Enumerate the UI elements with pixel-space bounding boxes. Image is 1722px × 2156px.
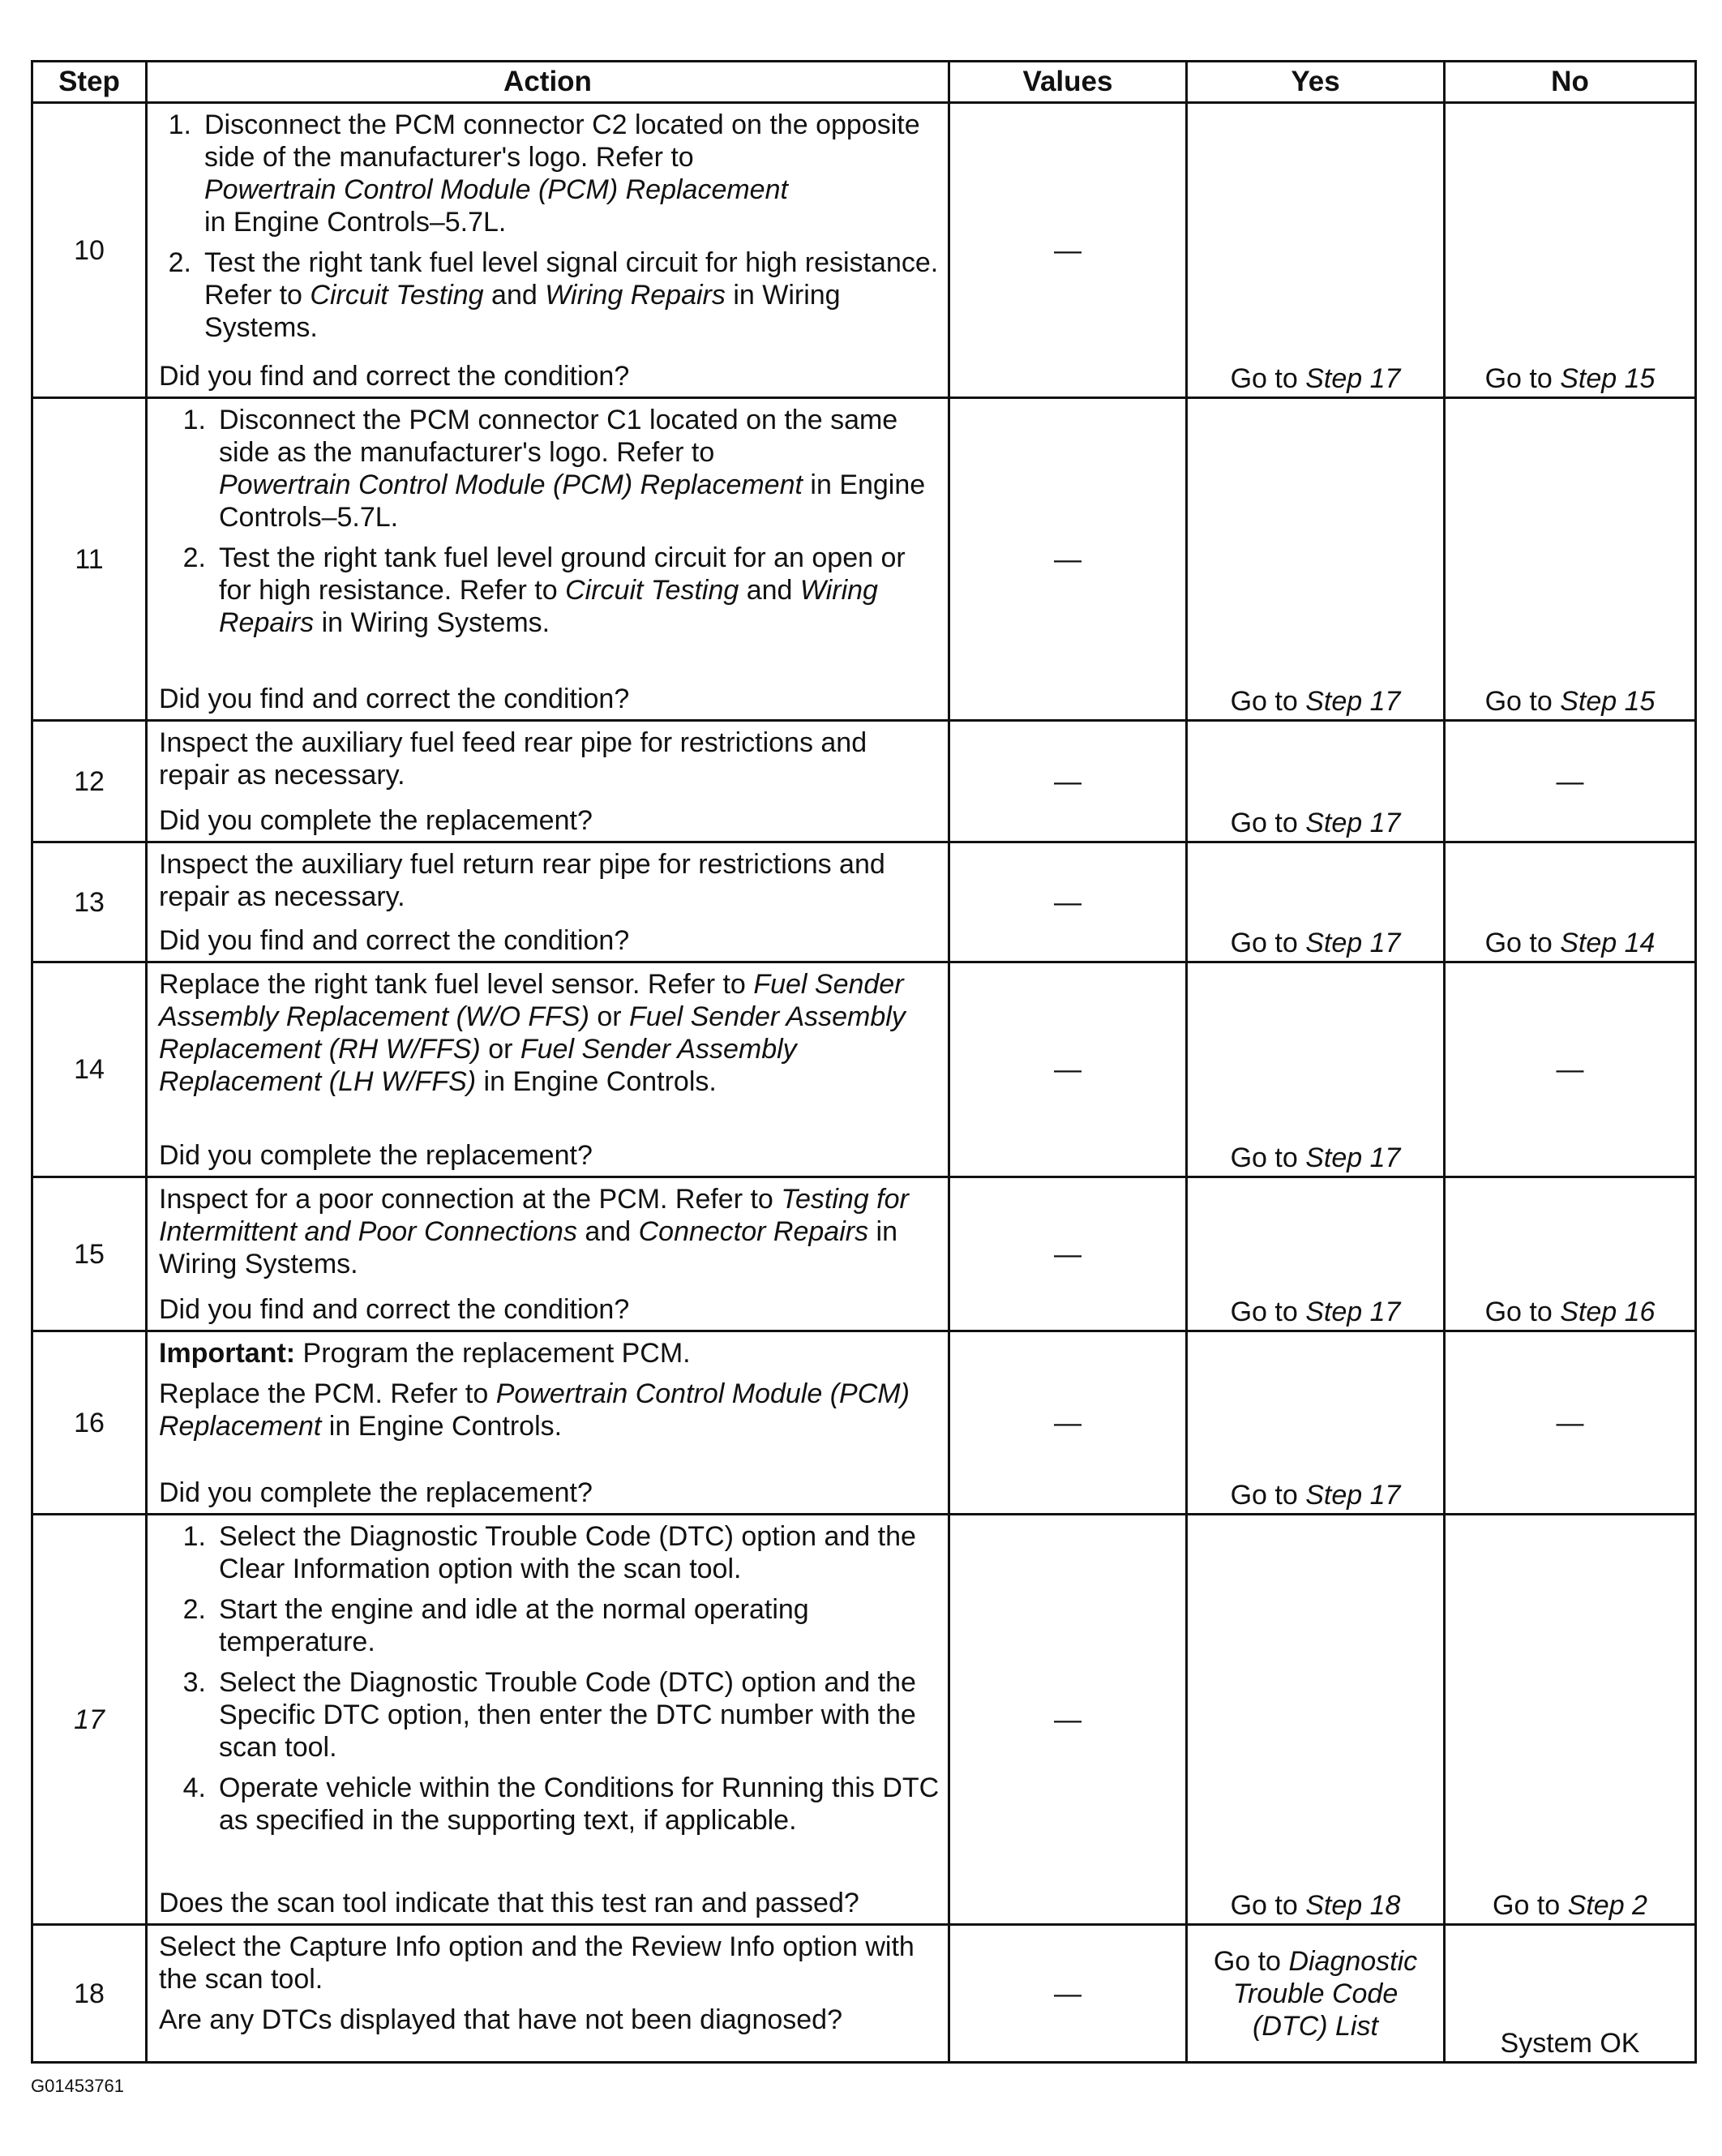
- action-text: Test the right tank fuel level signal circuit for high resistance. Refer to: [204, 247, 939, 311]
- no-cell: —: [1445, 1331, 1696, 1515]
- action-text: Inspect the auxiliary fuel feed rear pipe for restrictions and repair as necessary.: [159, 727, 867, 791]
- reference-link[interactable]: Circuit Testing: [310, 280, 484, 311]
- table-row: [32, 842, 1696, 962]
- reference-link[interactable]: Wiring Repairs: [545, 280, 726, 311]
- list-item: [159, 1666, 940, 1764]
- step-number: 14: [32, 962, 147, 1177]
- step-link[interactable]: Step 17: [1305, 1142, 1401, 1173]
- values-cell: —: [949, 721, 1187, 842]
- goto-text: Go to: [1230, 1142, 1298, 1173]
- step-number: 17: [32, 1515, 147, 1925]
- yes-cell: [1187, 721, 1445, 842]
- action-cell: [147, 1177, 949, 1331]
- values-cell: —: [949, 1177, 1187, 1331]
- action-text: Test the right tank fuel level ground circuit for an open or for high resistance. Refer to: [219, 542, 906, 606]
- list-number: 2.: [182, 542, 206, 573]
- goto-text: Go to: [1484, 363, 1553, 394]
- values-cell: —: [949, 842, 1187, 962]
- action-text: or: [488, 1034, 513, 1065]
- yes-cell: [1187, 1177, 1445, 1331]
- action-text: in Engine Controls–5.7L.: [204, 207, 507, 238]
- list-number: 1.: [182, 405, 206, 435]
- action-cell: [147, 398, 949, 721]
- list-item: [159, 542, 940, 639]
- action-list: [159, 1520, 940, 1845]
- diagnostic-table-wrapper: [31, 60, 1694, 2064]
- no-cell: [1445, 842, 1696, 962]
- table-row: [32, 1925, 1696, 2063]
- no-cell: System OK: [1445, 1925, 1696, 2063]
- action-paragraph: [159, 1378, 940, 1442]
- reference-link[interactable]: Fuel Sender Assembly Replacement (LH W/FFS): [159, 1034, 797, 1097]
- goto-text: Go to: [1230, 1297, 1298, 1327]
- important-text: Program the replacement PCM.: [302, 1338, 691, 1369]
- action-question: Did you complete the replacement?: [159, 1477, 593, 1508]
- action-text: Select the Diagnostic Trouble Code (DTC) option and the Specific DTC option, then enter the DTC number with the scan tool.: [219, 1667, 916, 1763]
- goto-text: Go to: [1230, 686, 1298, 717]
- step-number: 13: [32, 842, 147, 962]
- reference-link[interactable]: Fuel Sender Assembly Replacement (W/O FFS): [159, 969, 904, 1032]
- yes-cell: [1187, 1331, 1445, 1515]
- values-cell: —: [949, 1331, 1187, 1515]
- step-link[interactable]: Step 16: [1560, 1297, 1656, 1327]
- action-question: Did you complete the replacement?: [159, 1140, 593, 1171]
- action-text: Inspect the auxiliary fuel return rear pipe for restrictions and repair as necessary.: [159, 849, 885, 912]
- action-question: Does the scan tool indicate that this test ran and passed?: [159, 1888, 859, 1918]
- header-action: Action: [147, 62, 949, 103]
- action-cell: [147, 103, 949, 398]
- action-text: and: [746, 575, 793, 606]
- action-question: Did you complete the replacement?: [159, 805, 593, 836]
- list-number: 2.: [168, 247, 191, 278]
- action-list: [159, 404, 940, 647]
- table-row: [32, 1177, 1696, 1331]
- table-row: [32, 1515, 1696, 1925]
- values-cell: —: [949, 1925, 1187, 2063]
- goto-text: Go to: [1230, 1480, 1298, 1511]
- action-text: Disconnect the PCM connector C2 located on the opposite side of the manufacturer's logo. Refer to: [204, 109, 920, 173]
- action-text: in Wiring Systems.: [159, 1216, 898, 1279]
- step-number: 18: [32, 1925, 147, 2063]
- no-cell: [1445, 398, 1696, 721]
- reference-link[interactable]: Wiring Repairs: [219, 575, 878, 638]
- action-text: or: [597, 1001, 622, 1032]
- action-text: Replace the right tank fuel level sensor. Refer to: [159, 969, 746, 1000]
- no-cell: [1445, 1515, 1696, 1925]
- step-link[interactable]: Step 15: [1560, 686, 1656, 717]
- action-list: [159, 109, 940, 352]
- step-link[interactable]: Step 17: [1305, 686, 1401, 717]
- no-cell: [1445, 103, 1696, 398]
- action-text: in Engine Controls–5.7L.: [219, 469, 926, 533]
- action-text: Operate vehicle within the Conditions for Running this DTC as specified in the supporting text, if applicable.: [219, 1772, 940, 1836]
- reference-link[interactable]: Powertrain Control Module (PCM) Replacement: [204, 174, 788, 205]
- step-link[interactable]: Step 17: [1305, 928, 1401, 958]
- list-number: 2.: [182, 1594, 206, 1625]
- reference-link[interactable]: Powertrain Control Module (PCM) Replacement: [219, 469, 803, 500]
- step-link[interactable]: Step 15: [1560, 363, 1656, 394]
- list-number: 3.: [182, 1667, 206, 1698]
- values-cell: —: [949, 1515, 1187, 1925]
- action-text: Replace the PCM. Refer to: [159, 1378, 489, 1409]
- important-label: Important:: [159, 1338, 296, 1369]
- action-cell: [147, 842, 949, 962]
- action-question: Are any DTCs displayed that have not been diagnosed?: [159, 2004, 842, 2035]
- action-text: Start the engine and idle at the normal operating temperature.: [219, 1594, 809, 1657]
- step-link[interactable]: Step 14: [1560, 928, 1656, 958]
- action-paragraph: [159, 1183, 940, 1280]
- table-row: [32, 103, 1696, 398]
- step-number: 10: [32, 103, 147, 398]
- step-link[interactable]: Step 18: [1305, 1890, 1401, 1921]
- action-text: Select the Diagnostic Trouble Code (DTC) option and the Clear Information option with the scan tool.: [219, 1521, 916, 1584]
- action-question: Did you find and correct the condition?: [159, 361, 630, 392]
- table-row: [32, 721, 1696, 842]
- figure-id: G01453761: [31, 2076, 124, 2096]
- header-step: Step: [32, 62, 147, 103]
- values-cell: —: [949, 962, 1187, 1177]
- header-yes: Yes: [1187, 62, 1445, 103]
- step-number: 12: [32, 721, 147, 842]
- list-item: [159, 109, 940, 238]
- table-row: [32, 398, 1696, 721]
- list-number: 1.: [182, 1521, 206, 1552]
- reference-link[interactable]: Powertrain Control Module (PCM) Replacement: [159, 1378, 910, 1442]
- goto-text: Go to: [1484, 1297, 1553, 1327]
- action-cell: [147, 962, 949, 1177]
- action-text: in Wiring Systems.: [204, 280, 841, 343]
- values-cell: —: [949, 398, 1187, 721]
- step-link[interactable]: Step 17: [1305, 808, 1401, 838]
- step-number: 11: [32, 398, 147, 721]
- list-item: [159, 246, 940, 344]
- yes-cell: [1187, 398, 1445, 721]
- goto-text: Go to: [1230, 928, 1298, 958]
- goto-text: Go to: [1230, 1890, 1298, 1921]
- yes-cell: [1187, 1925, 1445, 2063]
- reference-link[interactable]: Testing for Intermittent and Poor Connections: [159, 1184, 909, 1247]
- goto-text: Go to: [1484, 686, 1553, 717]
- yes-cell: [1187, 103, 1445, 398]
- important-note: [159, 1337, 940, 1369]
- action-cell: [147, 1331, 949, 1515]
- list-number: 4.: [182, 1772, 206, 1803]
- no-cell: [1445, 1177, 1696, 1331]
- step-link[interactable]: Step 2: [1567, 1890, 1647, 1921]
- no-cell: —: [1445, 962, 1696, 1177]
- no-cell: —: [1445, 721, 1696, 842]
- list-item: [159, 1772, 940, 1837]
- header-no: No: [1445, 62, 1696, 103]
- action-question: Did you find and correct the condition?: [159, 684, 630, 714]
- action-text: Select the Capture Info option and the Review Info option with the scan tool.: [159, 1931, 915, 1995]
- reference-link[interactable]: Connector Repairs: [638, 1216, 869, 1247]
- goto-text: Go to: [1493, 1890, 1561, 1921]
- action-text: in Engine Controls.: [328, 1411, 563, 1442]
- goto-text: Go to: [1230, 808, 1298, 838]
- action-text: and: [585, 1216, 632, 1247]
- step-number: 15: [32, 1177, 147, 1331]
- values-cell: —: [949, 103, 1187, 398]
- action-text: and: [491, 280, 538, 311]
- step-link[interactable]: Step 17: [1305, 1297, 1401, 1327]
- yes-cell: [1187, 1515, 1445, 1925]
- action-cell: [147, 721, 949, 842]
- step-link[interactable]: Step 17: [1305, 363, 1401, 394]
- reference-link[interactable]: Fuel Sender Assembly Replacement (RH W/FFS): [159, 1001, 906, 1065]
- action-text: Disconnect the PCM connector C1 located on the same side as the manufacturer's logo. Refer to: [219, 405, 898, 468]
- list-item: [159, 404, 940, 534]
- reference-link[interactable]: Circuit Testing: [565, 575, 739, 606]
- action-cell: [147, 1925, 949, 2063]
- header-values: Values: [949, 62, 1187, 103]
- action-cell: [147, 1515, 949, 1925]
- table-header-row: [32, 62, 1696, 103]
- yes-cell: [1187, 842, 1445, 962]
- action-text: in Engine Controls.: [483, 1066, 717, 1097]
- step-link[interactable]: Step 17: [1305, 1480, 1401, 1511]
- goto-text: Go to: [1484, 928, 1553, 958]
- table-row: [32, 962, 1696, 1177]
- yes-cell: [1187, 962, 1445, 1177]
- goto-text: Go to: [1230, 363, 1298, 394]
- action-question: Did you find and correct the condition?: [159, 1294, 630, 1325]
- action-paragraph: [159, 968, 940, 1098]
- list-item: [159, 1593, 940, 1658]
- table-row: [32, 1331, 1696, 1515]
- action-text: in Wiring Systems.: [321, 607, 550, 638]
- goto-text: Go to: [1213, 1945, 1281, 1977]
- action-question: Did you find and correct the condition?: [159, 925, 630, 956]
- list-number: 1.: [168, 109, 191, 140]
- reference-link[interactable]: Diagnostic Trouble Code (DTC) List: [1232, 1945, 1418, 2042]
- step-number: 16: [32, 1331, 147, 1515]
- list-item: [159, 1520, 940, 1585]
- action-text: Inspect for a poor connection at the PCM. Refer to: [159, 1184, 773, 1215]
- diagnostic-table: [31, 60, 1697, 2064]
